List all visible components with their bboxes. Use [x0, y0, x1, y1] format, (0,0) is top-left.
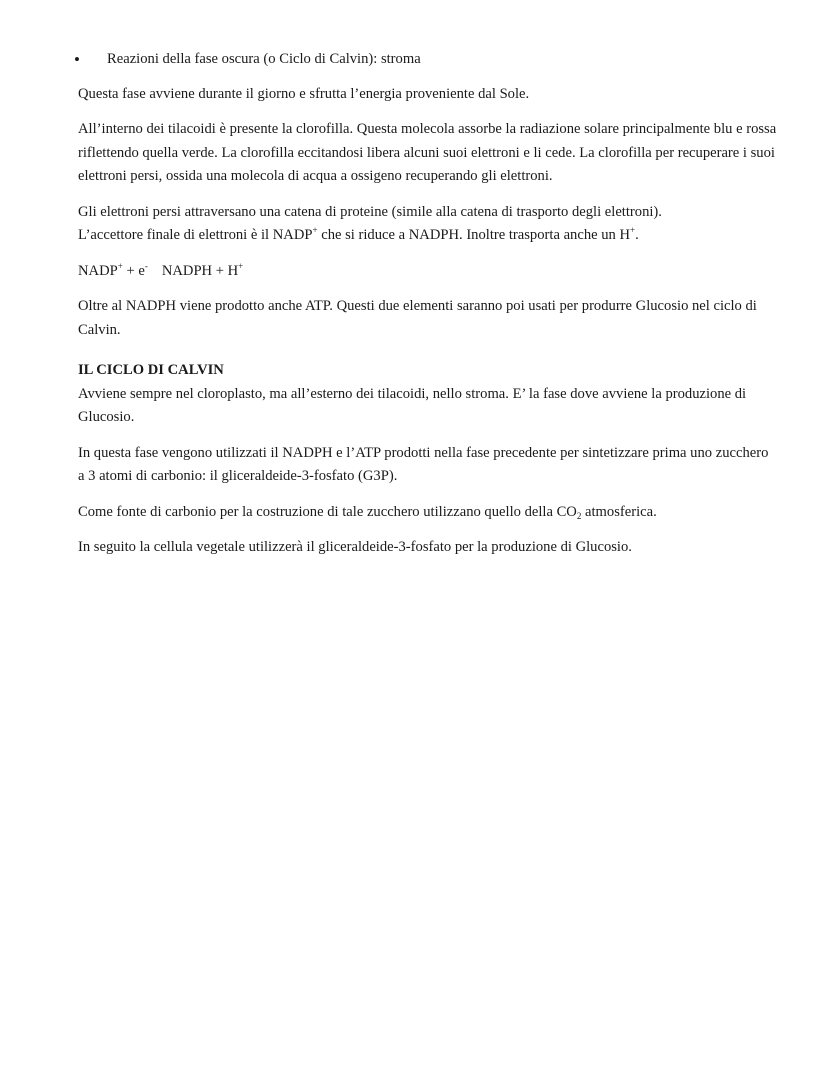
- electron-chain-line-1: Gli elettroni persi attraversano una catena di proteine (simile alla catena di trasporto degli elettroni).: [78, 203, 662, 220]
- bullet-text: Reazioni della fase oscura (o Ciclo di Calvin): stroma: [107, 51, 421, 67]
- formula-electron-charge: -: [144, 260, 148, 271]
- reaction-formula: [78, 260, 778, 284]
- paragraph-day-phase: Questa fase avviene durante il giorno e sfrutta l’energia proveniente dal Sole.: [78, 85, 530, 102]
- paragraph-calvin-synthesis: In questa fase vengono utilizzati il NADPH e l’ATP prodotti nella fase precedente per sintetizzare prima uno zucchero a 3 atomi di carbonio: il gliceraldeide-3-fosfato (G3P).: [78, 444, 769, 484]
- bullet-item-dark-phase: [74, 48, 778, 72]
- paragraph-glucose-production: In seguito la cellula vegetale utilizzerà il gliceraldeide-3-fosfato per la produzione di Glucosio.: [78, 539, 632, 555]
- co2-subscript: 2: [576, 510, 582, 521]
- paragraph-chlorophyll: All’interno dei tilacoidi è presente la clorofilla. Questa molecola assorbe la radiazione solare principalmente blu e rossa riflettendo quella verde. La clorofilla eccitandosi libera alcuni suoi elettroni e li cede. La clorofilla per recuperare i suoi elettroni persi, ossida una molecola di acqua a ossigeno recuperando gli elettroni.: [78, 121, 777, 184]
- carbon-source-text: Come fonte di carbonio per la costruzione di tale zucchero utilizzano quello della CO: [78, 503, 577, 520]
- section-heading-calvin: IL CICLO DI CALVIN: [78, 362, 224, 378]
- formula-electron: + e: [122, 262, 145, 279]
- formula-reactant-nadp: NADP: [78, 262, 118, 279]
- hydrogen-charge: +: [630, 225, 636, 235]
- formula-product: NADPH + H: [161, 262, 239, 279]
- document-page: [74, 48, 778, 572]
- paragraph-atp: Oltre al NADPH viene prodotto anche ATP. Questi due elementi saranno poi usati per produrre Glucosio nel ciclo di Calvin.: [78, 298, 757, 338]
- electron-chain-line-2a: L’accettore finale di elettroni è il NADP: [78, 227, 313, 243]
- electron-chain-line-2b: che si riduce a NADPH. Inoltre trasporta anche un H: [317, 227, 631, 243]
- electron-chain-line-2c: .: [635, 227, 639, 243]
- formula-reactant-charge: +: [117, 260, 123, 271]
- carbon-source-text-end: atmosferica.: [581, 503, 657, 520]
- paragraph-calvin-intro: Avviene sempre nel cloroplasto, ma all’esterno dei tilacoidi, nello stroma. E’ la fase dove avviene la produzione di Glucosio.: [78, 385, 747, 425]
- paragraph-electron-chain: [78, 201, 778, 248]
- formula-product-charge: +: [238, 260, 244, 271]
- paragraph-carbon-source: [78, 501, 778, 525]
- nadp-charge: +: [312, 225, 318, 235]
- bullet-marker: •: [74, 50, 80, 69]
